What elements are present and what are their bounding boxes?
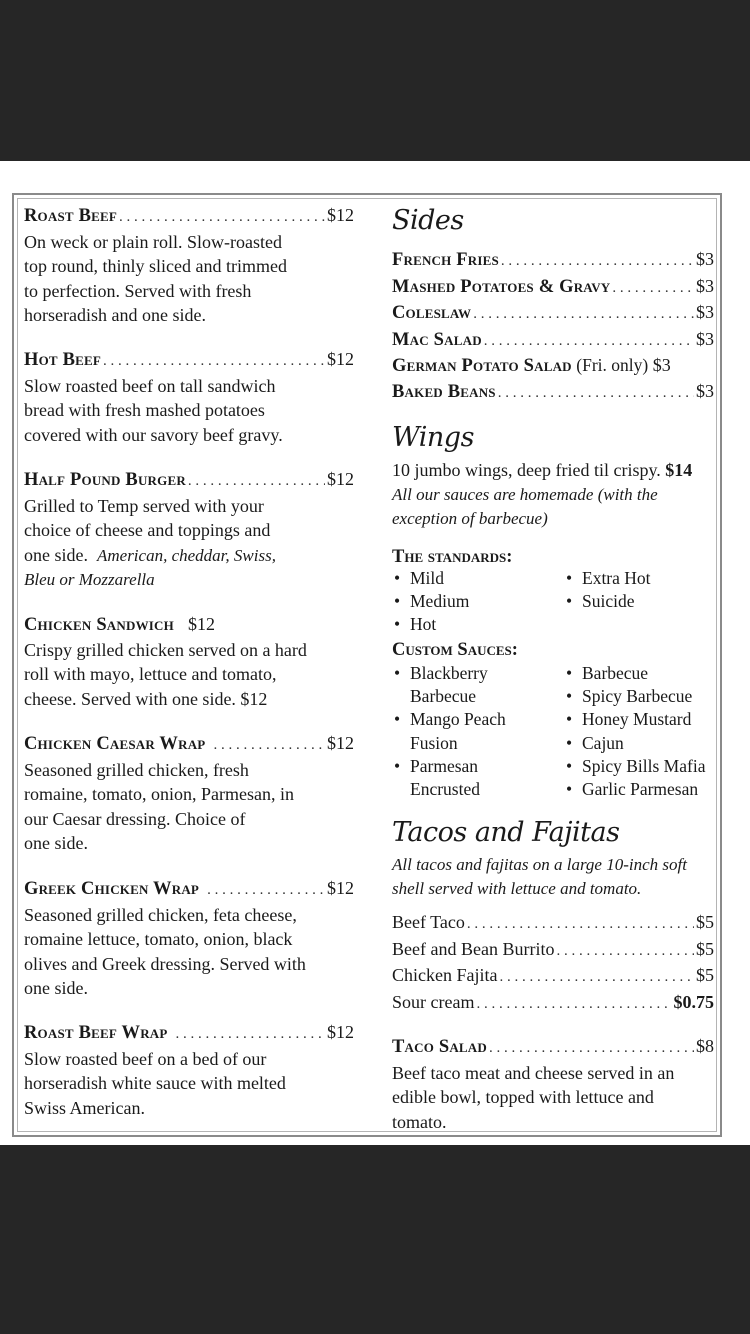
custom-sauces-right-list: • Barbecue • Spicy Barbecue • Honey Mustard • Cajun • Spicy Bills Mafia • Garlic Parmesan (564, 662, 705, 801)
item-description: On weck or plain roll. Slow-roasted top round, thinly sliced and trimmed to perfection. Served with fresh horseradish and one side. (24, 231, 287, 326)
item-name: Roast Beef (24, 206, 118, 226)
item-name: Hot Beef (24, 350, 102, 370)
wings-heading: Wings (392, 422, 474, 453)
item-name: Taco Salad (392, 1037, 487, 1057)
taco-item: Sour cream . . . $0.75 (392, 990, 714, 1017)
item-description: Crispy grilled chicken served on a hard roll with mayo, lettuce and tomato, cheese. Served with one side. $12 (24, 639, 307, 709)
menu-item-roast-beef-wrap (24, 1020, 354, 1120)
standards-right-list: • Extra Hot • Suicide (564, 567, 651, 613)
item-description: Beef taco meat and cheese served in an edible bowl, topped with lettuce and tomato. (392, 1062, 675, 1132)
item-price: $12 (327, 205, 354, 225)
item-description: Slow roasted beef on a bed of our horseradish white sauce with melted Swiss American. (24, 1048, 286, 1118)
item-name: Greek Chicken Wrap (24, 879, 200, 899)
menu-item-taco-salad (392, 1034, 714, 1134)
taco-item: Chicken Fajita . . . $5 (392, 963, 714, 990)
item-name: Chicken Caesar Wrap (24, 734, 206, 754)
item-description: Slow roasted beef on tall sandwich bread with fresh mashed potatoes covered with our savory beef gravy. (24, 375, 283, 445)
item-price: $12 (187, 614, 215, 634)
menu-item-chicken-caesar-wrap (24, 731, 354, 856)
item-price: $12 (327, 1022, 354, 1042)
wings-note: All our sauces are homemade (with the exception of barbecue) (392, 484, 658, 528)
custom-sauces-label: Custom Sauces: (392, 640, 518, 660)
item-description: Seasoned grilled chicken, feta cheese, romaine lettuce, tomato, onion, black olives and Greek dressing. Served with one side. (24, 904, 306, 999)
item-price: $12 (327, 349, 354, 369)
tacos-note: All tacos and fajitas on a large 10-inch soft shell served with lettuce and tomato. (392, 855, 687, 898)
item-name: Half Pound Burger (24, 470, 186, 490)
standards-left-list: • Mild • Medium • Hot (392, 567, 469, 637)
item-price: $12 (327, 878, 354, 898)
side-item: Mac Salad . . . $3 (392, 327, 714, 354)
taco-item: Beef Taco . . . $5 (392, 910, 714, 937)
top-dark-band (0, 0, 750, 161)
side-item: French Fries . . . $3 (392, 247, 714, 274)
wings-price: $14 (665, 460, 693, 480)
taco-item: Beef and Bean Burrito . . . $5 (392, 937, 714, 964)
menu-item-chicken-sandwich (24, 612, 354, 711)
item-description: Seasoned grilled chicken, fresh romaine, tomato, onion, Parmesan, in our Caesar dressing. Choice of one side. (24, 759, 294, 854)
tacos-fajitas-heading: Tacos and Fajitas (392, 817, 620, 848)
side-item: German Potato Salad (Fri. only) $3 (392, 355, 671, 376)
side-item: Baked Beans . . . $3 (392, 379, 714, 406)
menu-item-half-pound-burger (24, 467, 354, 593)
item-name: Chicken Sandwich (24, 615, 174, 635)
item-name: Roast Beef Wrap (24, 1023, 168, 1043)
menu-item-greek-chicken-wrap (24, 876, 354, 1001)
wings-section (392, 458, 714, 531)
item-price: $12 (327, 733, 354, 753)
item-price: $8 (696, 1036, 714, 1056)
item-description: Grilled to Temp served with your choice of cheese and toppings and one side. American, cheddar, Swiss, Bleu or Mozzarella (24, 495, 276, 590)
tacos-list (392, 910, 714, 1016)
menu-item-roast-beef (24, 203, 354, 328)
sides-list (392, 247, 714, 405)
side-item: Mashed Potatoes & Gravy . . . $3 (392, 274, 714, 301)
bottom-dark-band (0, 1145, 750, 1334)
menu-item-hot-beef (24, 347, 354, 447)
standards-label: The standards: (392, 547, 513, 567)
wings-description: 10 jumbo wings, deep fried til crispy. $14 (392, 460, 693, 480)
item-price: $12 (327, 469, 354, 489)
sides-heading: Sides (392, 205, 464, 236)
custom-sauces-left-list: • Blackberry Barbecue • Mango Peach Fusion • Parmesan Encrusted (392, 662, 506, 801)
side-item: Coleslaw . . . $3 (392, 300, 714, 327)
